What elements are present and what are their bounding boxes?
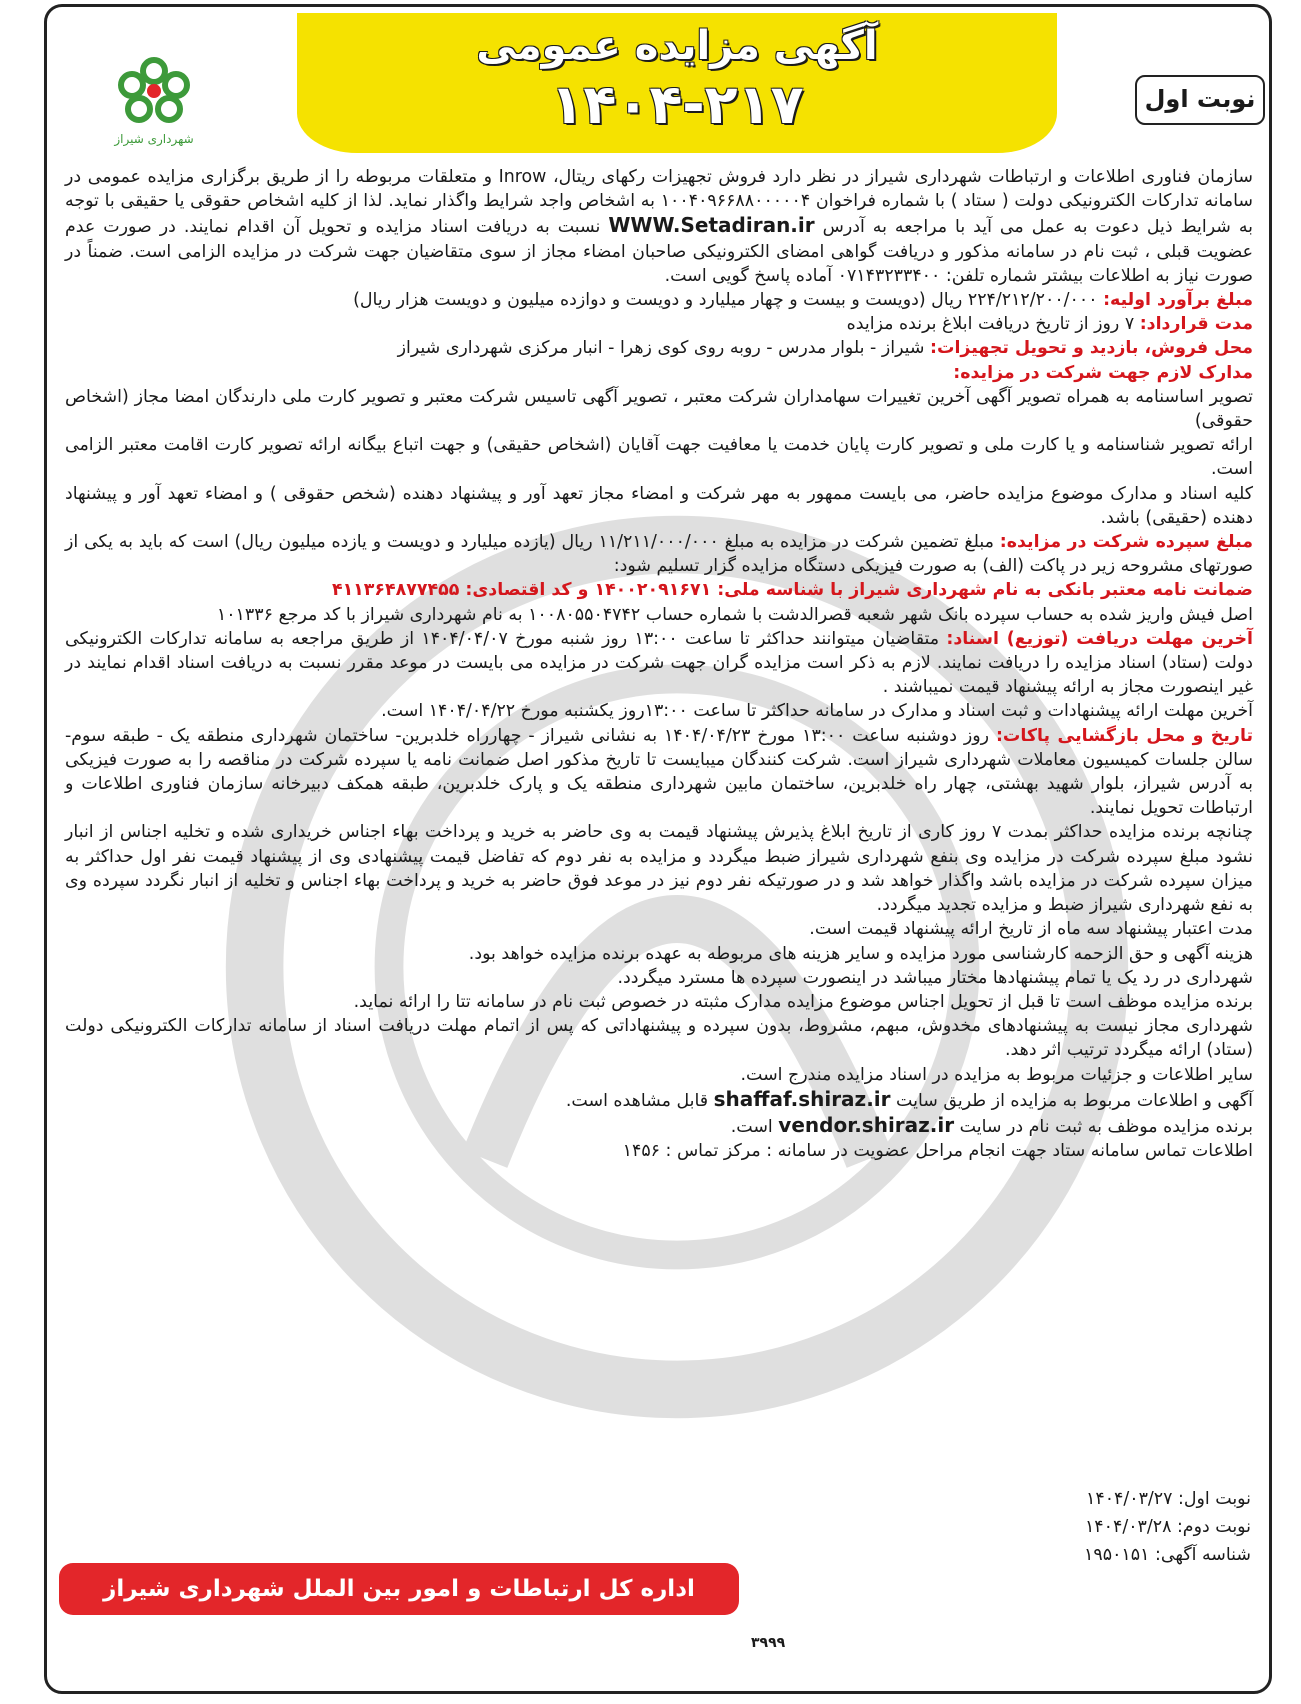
round-badge: نوبت اول xyxy=(1135,75,1265,125)
setad-link[interactable]: WWW.Setadiran.ir xyxy=(608,213,815,238)
deadline-label: آخرین مهلت دریافت (توزیع) اسناد: xyxy=(946,628,1253,649)
duration-label: مدت قرارداد: xyxy=(1139,314,1253,335)
estimate-value: ۲۲۴/۲۱۲/۲۰۰/۰۰۰ ریال (دویست و بیست و چهار میلیارد و دویست و دوازده میلیون و دویست هزار ریال) xyxy=(353,290,1098,311)
docs-item-legal: تصویر اساسنامه به همراه تصویر آگهی آخرین تغییرات سهامداران شرکت معتبر ، تصویر آگهی تاسیس شرکت معتبر و تصویر کارت ملی دارندگان امضا مجاز (اشخاص حقوقی) xyxy=(65,386,1253,432)
deposit-label: مبلغ سپرده شرکت در مزایده: xyxy=(999,532,1254,553)
opening-value: روز دوشنبه ساعت ۱۳:۰۰ مورخ ۱۴۰۴/۰۴/۲۳ به نشانی شیراز - چهارراه خلدبرین- ساختمان شهرداری منطقه یک - طبقه سوم- سالن جلسات کمیسیون معاملات شهرداری شیراز است. شرکت کنندگان میبایست تا تاریخ مذکور اصل ضمانت نامه یا سپرده شرکت در مناقصه را به صورت فیزیکی به آدرس شیراز، بلوار شهید بهشتی، چهار راه خلدبرین، ساختمان مابین شهرداری منطقه یک و پارک خلدبرین، طبقه همکف دبیرخانه سازمان فناوری اطلاعات و ارتباطات تحویل نمایند. xyxy=(65,725,1253,819)
validity-row: مدت اعتبار پیشنهاد سه ماه از تاریخ ارائه پیشنهاد قیمت است. xyxy=(809,919,1253,940)
vendor-link[interactable]: vendor.shiraz.ir xyxy=(778,1112,955,1137)
shaffaf-row xyxy=(65,1087,1253,1113)
intro-paragraph xyxy=(65,165,1253,288)
intro-text: سازمان فناوری اطلاعات و ارتباطات شهرداری شیراز در نظر دارد فروش تجهیزات رکهای ریتال، Inrow و متعلقات مربوطه را از طریق برگزاری مزایده عمومی در سامانه تدارکات الکترونیکی دولت ( ستاد ) با شماره فراخوان ۱۰۰۴۰۹۶۶۸۸۰۰۰۰۰۴ به اشخاص واجد شرایط واگذار نماید. لذا از کلیه اشخاص حقوقی یا حقیقی با توجه به شرایط ذیل دعوت به عمل می آید با مراجعه به آدرس xyxy=(65,167,1254,238)
duration-row xyxy=(65,312,1253,336)
winner-terms: چنانچه برنده مزایده حداکثر بمدت ۷ روز کاری از تاریخ ابلاغ پذیرش پیشنهاد قیمت به وی حاضر به خرید و پرداخت بهاء اجناس خریداری شده و تخلیه اجناس از انبار نشود مبلغ سپرده شرکت در مزایده وی بنفع شهرداری شیراز ضبط میگردد و مزایده به نفر دوم که تفاضل قیمت پیشنهادی وی از پیشنهاد قیمت نفر اول حداکثر به میزان سپرده شرکت در مزایده باشد واگذار خواهد شد و در صورتیکه نفر دوم نیز در موعد فوق حاضر به خرید و پرداخت بهاء اجناس و تخلیه از انبار نگردد سپرده وی به نفع شهرداری شیراز ضبط و مزایده تجدید میگردد. xyxy=(65,822,1253,916)
announcement-sheet xyxy=(44,4,1272,1694)
submission-deadline: آخرین مهلت ارائه پیشنهادات و ثبت اسناد و مدارک در سامانه حداکثر تا ساعت ۱۳:۰۰روز یکشنبه مورخ ۱۴۰۴/۰۴/۲۲ است. xyxy=(381,701,1253,722)
estimate-label: مبلغ برآورد اولیه: xyxy=(1103,290,1253,311)
receipt-row: اصل فیش واریز شده به حساب سپرده بانک شهر شعبه قصرالدشت با شماره حساب ۱۰۰۸۰۵۵۰۴۷۴۲ به نام شهرداری شیراز با کد مرجع ۱۰۱۳۳۶ xyxy=(216,604,1253,625)
logo-caption: شهرداری شیراز xyxy=(114,132,194,146)
docs-item-sealed: کلیه اسناد و مدارک موضوع مزایده حاضر، می بایست ممهور به مهر شرکت و امضاء مجاز تعهد آور و پیشنهاد دهنده (شخص حقوقی ) و امضاء تعهد آور و پیشنهاد دهنده (حقیقی) باشد. xyxy=(65,483,1253,528)
contact-row: اطلاعات تماس سامانه ستاد جهت انجام مراحل عضویت در سامانه : مرکز تماس : ۱۴۵۶ xyxy=(622,1141,1253,1162)
deadline-value: متقاضیان میتوانند حداکثر تا ساعت ۱۳:۰۰ روز شنبه مورخ ۱۴۰۴/۰۴/۰۷ از طریق مراجعه به سامانه تدارکات الکترونیکی دولت (ستاد) اسناد مزایده را دریافت نمایند. لازم به ذکر است مزایده گران جهت شرکت در مزایده می بایست در موعد مقرر نسبت به دریافت اسناد اقدام نمایند در غیر اینصورت مجاز به ارائه پیشنهاد قیمت نمیباشند . xyxy=(65,628,1253,698)
ad-id: شناسه آگهی: ۱۹۵۰۱۵۱ xyxy=(1084,1545,1251,1565)
invalid-offers-row: شهرداری مجاز نیست به پیشنهادهای مخدوش، مبهم، مشروط، بدون سپرده و پیشنهاداتی که پس از اتمام مهلت دریافت اسناد از سامانه تدارکات الکترونیکی دولت (ستاد) ارائه میگردد ترتیب اثر دهد. xyxy=(65,1016,1253,1061)
opening-label: تاریخ و محل بازگشایی پاکات: xyxy=(995,725,1254,746)
rejection-row: شهرداری در رد یک یا تمام پیشنهادها مختار میباشد در اینصورت سپرده ها مسترد میگردد. xyxy=(617,967,1253,988)
deposit-value: مبلغ تضمین شرکت در مزایده به مبلغ ۱۱/۲۱۱/۰۰۰/۰۰۰ ریال (یازده میلیارد و دویست و یازده میلیون ریال) است که باید به یکی از صورتهای مشروحه زیر در پاکت (الف) به صورت فیزیکی دستگاه مزایده گزار تسلیم شود: xyxy=(65,532,1253,577)
intro-text-2: نسبت به دریافت اسناد مزایده و تحویل آن اقدام نمایند. در صورت عدم عضویت قبلی ، ثبت نام در سامانه مذکور و دریافت گواهی امضای الکترونیکی صاحبان امضاء مجاز از سوی متقاضیان جهت شرکت در مزایده الزامی است. ضمناً در صورت نیاز به اطلاعات بیشتر شماره تلفن: ۰۷۱۴۳۲۳۳۴۰۰ آماده پاسخ گویی است. xyxy=(65,217,1253,286)
estimate-row xyxy=(65,288,1253,312)
shiraz-municipality-logo-icon xyxy=(99,47,209,157)
docs-heading: مدارک لازم جهت شرکت در مزایده: xyxy=(953,362,1253,383)
docs-item-natural: ارائه تصویر شناسنامه و یا کارت ملی و تصویر کارت پایان خدمت یا معافیت جهت آقایان (اشخاص حقیقی) و جهت اتباع بیگانه ارائه تصویر کارت اقامت معتبر الزامی است. xyxy=(65,435,1253,480)
vendor-post: است. xyxy=(730,1116,773,1137)
fees-row: هزینه آگهی و حق الزحمه کارشناسی مورد مزایده و سایر هزینه های مربوطه به عهده برنده مزایده خواهد بود. xyxy=(468,943,1253,964)
vendor-row xyxy=(65,1113,1253,1139)
location-row xyxy=(65,336,1253,360)
vendor-pre: برنده مزایده موظف به ثبت نام در سایت xyxy=(959,1116,1253,1137)
opening-row xyxy=(65,724,1253,821)
shaffaf-pre: آگهی و اطلاعات مربوط به مزایده از طریق سایت xyxy=(896,1090,1253,1111)
other-info-row: سایر اطلاعات و جزئیات مربوط به مزایده در اسناد مزایده مندرج است. xyxy=(740,1064,1253,1085)
deposit-row xyxy=(65,530,1253,578)
shaffaf-post: قابل مشاهده است. xyxy=(565,1090,709,1111)
footer-code: ۳۹۹۹ xyxy=(751,1635,786,1651)
header-banner xyxy=(297,13,1057,153)
deadline-row xyxy=(65,627,1253,700)
second-round-date: نوبت دوم: ۱۴۰۴/۰۳/۲۸ xyxy=(1084,1517,1251,1537)
guarantee-row: ضمانت نامه معتبر بانکی به نام شهرداری شیراز با شناسه ملی: ۱۴۰۰۲۰۹۱۶۷۱ و کد اقتصادی: ۴۱۱۳۶۴۸۷۷۴۵۵ xyxy=(331,580,1253,601)
department-footer: اداره کل ارتباطات و امور بین الملل شهرداری شیراز xyxy=(59,1563,739,1615)
page-title: آگهی مزایده عمومی xyxy=(476,23,878,69)
first-round-date: نوبت اول: ۱۴۰۴/۰۳/۲۷ xyxy=(1086,1489,1251,1509)
auction-number: ۱۴۰۴-۲۱۷ xyxy=(550,73,804,136)
location-value: شیراز - بلوار مدرس - روبه روی کوی زهرا - انبار مرکزی شهرداری شیراز xyxy=(397,338,925,359)
duration-value: ۷ روز از تاریخ دریافت ابلاغ برنده مزایده xyxy=(846,314,1135,335)
location-label: محل فروش، بازدید و تحویل تجهیزات: xyxy=(930,338,1253,359)
publication-meta xyxy=(891,1485,1251,1569)
shaffaf-link[interactable]: shaffaf.shiraz.ir xyxy=(713,1086,891,1111)
announcement-body xyxy=(65,165,1253,1525)
winner-obligation-row: برنده مزایده موظف است تا قبل از تحویل اجناس موضوع مزایده مدارک مثبته در خصوص ثبت نام در سامانه تتا را ارائه نماید. xyxy=(353,991,1253,1012)
